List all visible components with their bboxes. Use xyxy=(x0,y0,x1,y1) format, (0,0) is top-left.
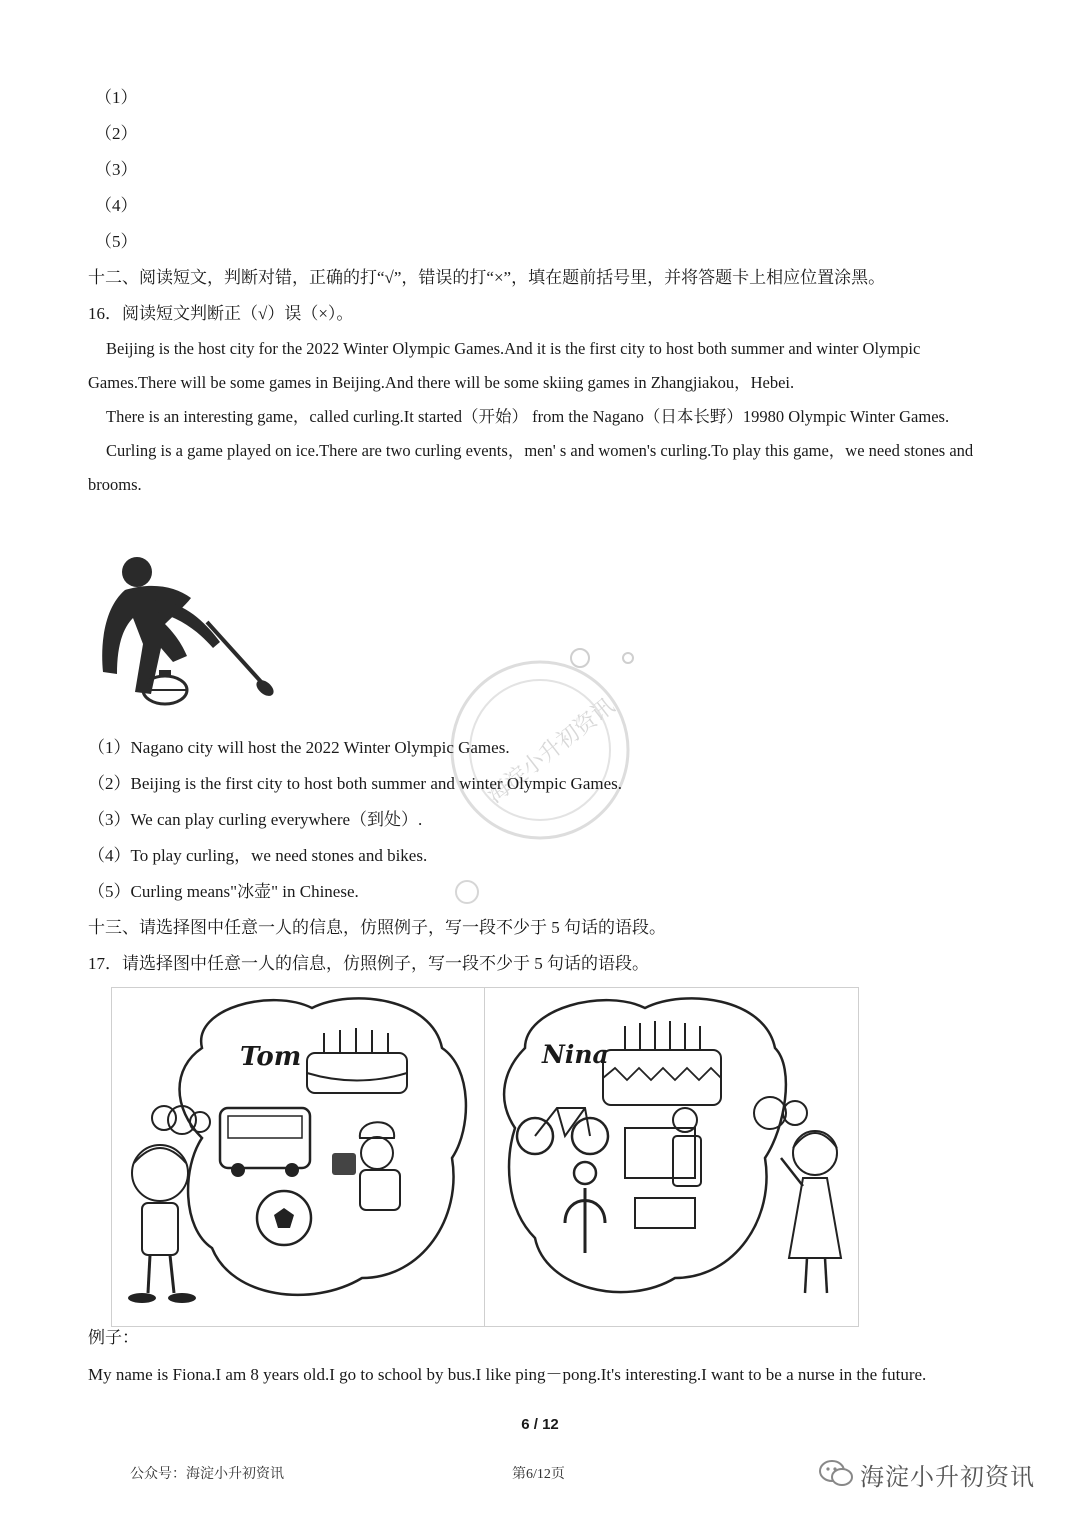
example-text: My name is Fiona.I am 8 years old.I go to school by bus.I like ping－pong.It's interesting.I want to be a nurse in the future. xyxy=(88,1365,927,1384)
tom-name-label: Tom xyxy=(240,1042,302,1072)
example-label: 例子： xyxy=(88,1328,139,1347)
nina-name-label: Nina xyxy=(542,1040,609,1069)
tom-panel xyxy=(112,988,484,1326)
question-16-title: 16．阅读短文判断正（√）误（×）。 xyxy=(88,304,354,323)
statement-4: （4）To play curling，we need stones and bikes. xyxy=(88,846,428,865)
answer-line-2: （2） xyxy=(95,124,138,143)
watermark-dot xyxy=(455,880,479,904)
footer-brand-text: 海淀小升初资讯 xyxy=(860,1462,1035,1491)
passage-paragraph-3: Curling is a game played on ice.There are two curling events，men' s and women's curling.To play this game，we need stones and brooms. xyxy=(88,441,974,494)
passage-paragraph-2: There is an interesting game，called curling.It started（开始） from the Nagano（日本长野）19980 Olympic Winter Games. xyxy=(106,407,950,426)
statement-5: （5）Curling means"冰壶" in Chinese. xyxy=(88,882,359,901)
reading-passage xyxy=(88,332,993,502)
answer-line-5: （5） xyxy=(95,232,138,251)
curling-pictogram xyxy=(95,552,285,714)
passage-paragraph-1: Beijing is the host city for the 2022 Winter Olympic Games.And it is the first city to host both summer and winter Olympic Games.There will be some games in Beijing.And there will be some skiing games in Zhangjiakou，Hebei. xyxy=(88,339,921,392)
question-17-title: 17．请选择图中任意一人的信息，仿照例子，写一段不少于 5 句话的语段。 xyxy=(88,954,649,973)
answer-line-1: （1） xyxy=(95,88,138,107)
statement-2: （2）Beijing is the first city to host both summer and winter Olympic Games. xyxy=(88,774,623,793)
statement-1: （1）Nagano city will host the 2022 Winter Olympic Games. xyxy=(88,738,510,757)
statement-3: （3）We can play curling everywhere（到处）. xyxy=(88,810,423,829)
footer-account: 公众号：海淀小升初资讯 xyxy=(130,1467,284,1482)
footer-brand xyxy=(818,1456,1035,1492)
page-number: 6 / 12 xyxy=(521,1416,559,1433)
answer-line-3: （3） xyxy=(95,160,138,179)
watermark-text: 海淀小升初资讯 xyxy=(482,693,620,809)
section-13-heading: 十三、请选择图中任意一人的信息，仿照例子，写一段不少于 5 句话的语段。 xyxy=(88,918,666,937)
person-illustration xyxy=(111,987,859,1327)
section-12-heading: 十二、阅读短文，判断对错，正确的打“√”，错误的打“×”，填在题前括号里，并将答题卡上相应位置涂黑。 xyxy=(88,268,886,287)
answer-line-4: （4） xyxy=(95,196,138,215)
wechat-icon xyxy=(818,1459,854,1489)
nina-panel xyxy=(485,988,857,1326)
footer-page: 第6/12页 xyxy=(512,1467,565,1482)
